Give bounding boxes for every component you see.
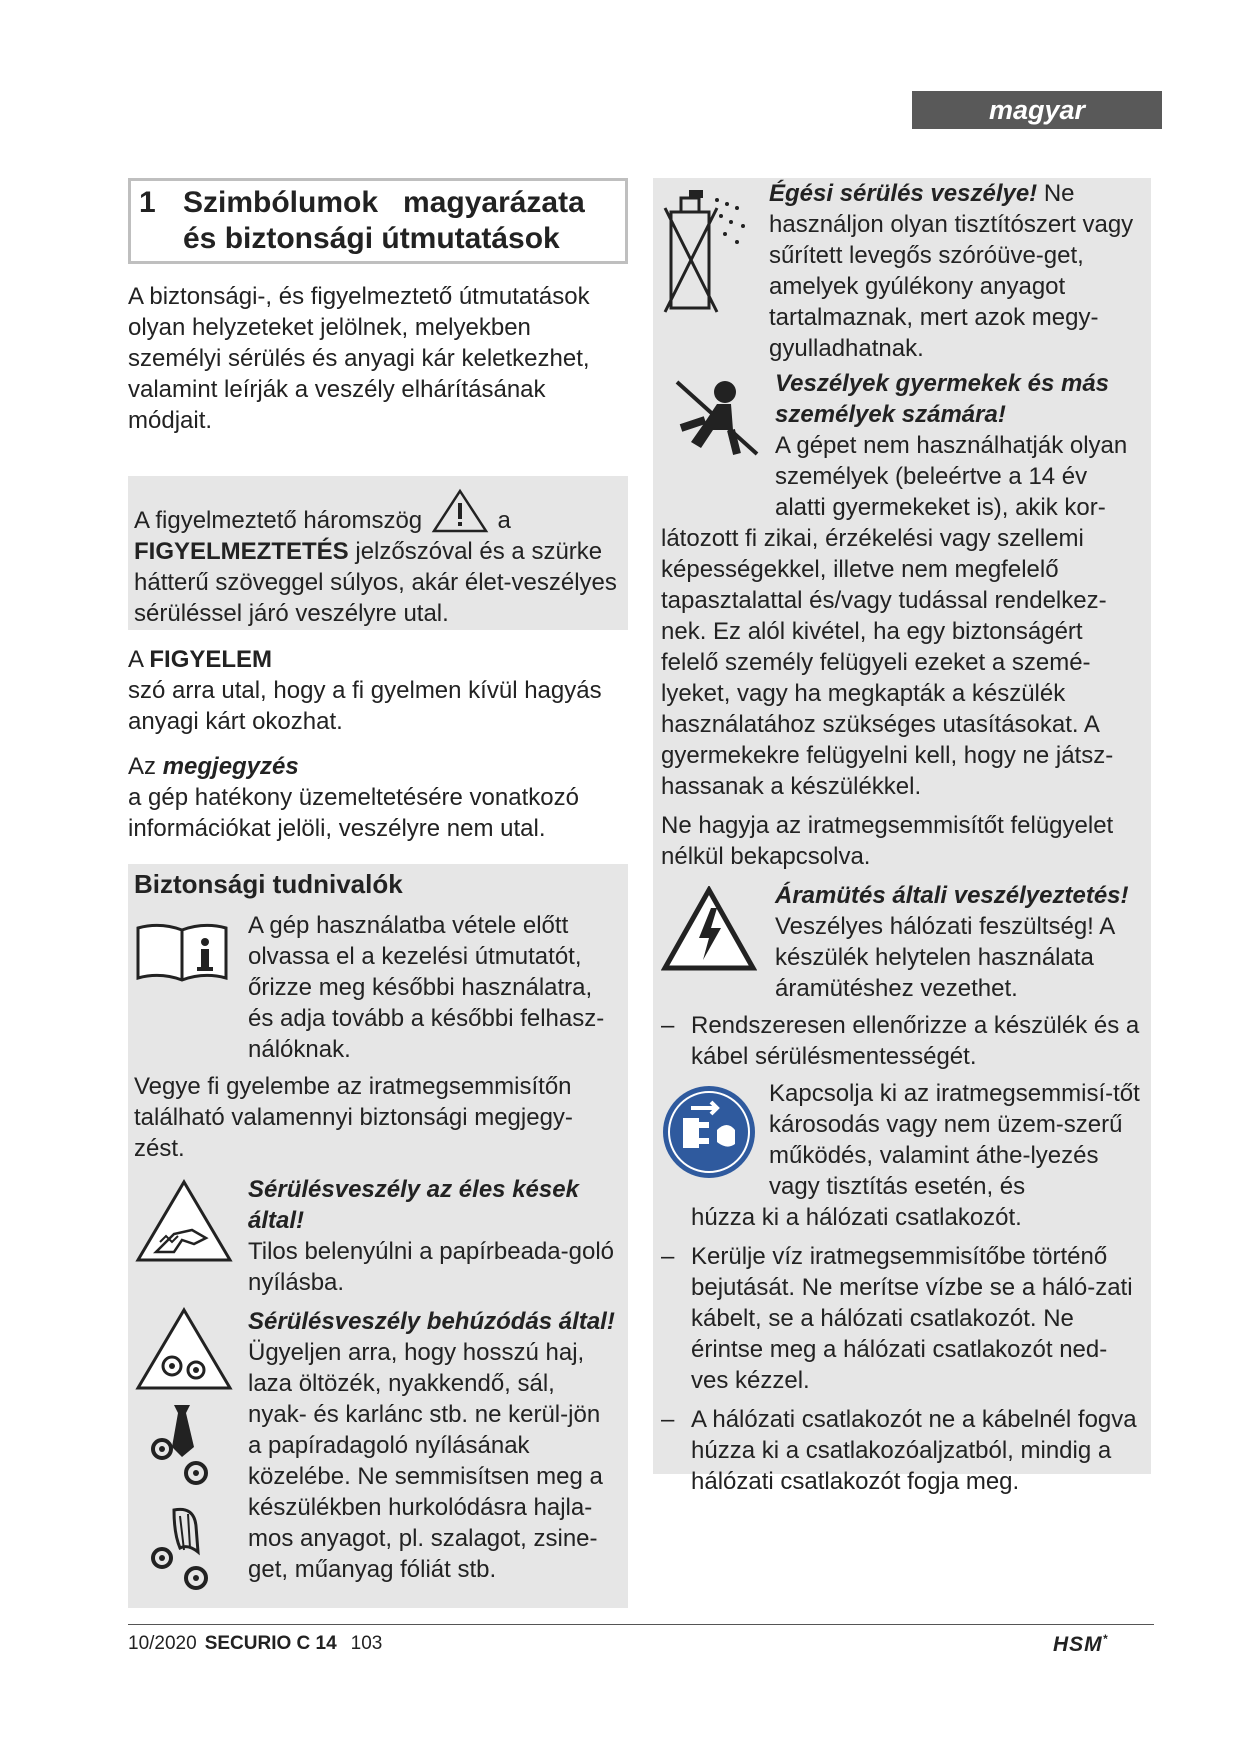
electric-shock-icon <box>661 886 757 972</box>
blade-hazard-text: Tilos belenyúlni a papírbeada-goló nyílásba. <box>248 1238 615 1296</box>
right-column <box>653 178 1151 1495</box>
attention-paragraph <box>128 644 628 737</box>
left-column <box>128 178 628 1608</box>
unplug-text: Kapcsolja ki az iratmegsemmisí-tőt károsodás vagy nem üzem-szerű működés, valamint áthe-lyezés vagy tisztítás esetén, és <box>769 1080 1140 1200</box>
section-title <box>128 178 628 264</box>
tie-entanglement-icon <box>144 1401 224 1491</box>
blade-hazard-icon <box>134 1178 234 1264</box>
unplug-mandatory-icon <box>661 1084 757 1180</box>
page-number: 103 <box>350 1633 383 1654</box>
children-hazard-text-long: látozott fi zikai, érzékelési vagy szellemi képességekkel, illetve nem megfelelő tapasztalattal és/vagy tudással rendelkez-nek. Ez alól kivétel, ha egy biztonságért felelő személy felügyeli ezeket a szemé-lyeket, vagy ha megkapták a készülék használatához szükséges utasításokat. A gyermekekre felügyelni kell, hogy ne játsz-hassanak a készülékkel. <box>661 525 1114 800</box>
hair-entanglement-icon <box>144 1504 224 1594</box>
footer-date: 10/2020 <box>128 1633 197 1654</box>
shock-hazard-title: Áramütés általi veszélyeztetés! <box>775 882 1129 909</box>
water-item: – Kerülje víz iratmegsemmisítőbe történő bejutását. Ne merítse vízbe se a háló-zati kábelt, se a hálózati csatlakozót. Ne érintse meg a hálózati csatlakozót ned-ves kézzel. <box>661 1241 1143 1396</box>
attention-keyword: FIGYELEM <box>149 646 273 673</box>
water-text: Kerülje víz iratmegsemmisítőbe történő bejutását. Ne merítse vízbe se a háló-zati kábelt, se a hálózati csatlakozót. Ne érintse meg a hálózati csatlakozót ned-ves kézzel. <box>691 1243 1133 1394</box>
read-manual-icon <box>134 922 230 984</box>
attention-text: szó arra utal, hogy a fi gyelmen kívül hagyás anyagi kárt okozhat. <box>128 677 602 735</box>
children-hazard-title: Veszélyek gyermekek és más személyek számára! <box>775 370 1110 428</box>
entanglement-text: Ügyeljen arra, hogy hosszú haj, laza öltözék, nyakkendő, sál, nyak- és karlánc stb. ne kerül-jön a papíradagoló nyílásának közelébe. Ne semmisítsen meg a készülékben hurkolódásra hajla-mos anyagot, pl. szalagot, zsine-get, műanyag fóliát stb. <box>248 1339 603 1583</box>
entanglement-title: Sérülésveszély behúzódás által! <box>248 1308 615 1335</box>
warning-pre-text: A figyelmeztető háromszög <box>134 507 423 534</box>
note-pre: Az <box>128 753 163 780</box>
check-cable-text: Rendszeresen ellenőrizze a készülék és a kábel sérülésmentességét. <box>691 1012 1140 1070</box>
manual-text: A gép használatba vétele előtt olvassa el a kezelési útmutatót, őrizze meg későbbi használatra, és adja tovább a későbbi felhasz-nálóknak. <box>248 912 605 1063</box>
section-number: 1 <box>139 186 156 219</box>
unplug-text-end: húzza ki a hálózati csatlakozót. <box>691 1204 1022 1231</box>
no-children-icon <box>661 374 765 464</box>
note-text: a gép hatékony üzemeltetésére vonatkozó információkat jelöli, veszélyre nem utal. <box>128 784 579 842</box>
unattended-text: Ne hagyja az iratmegsemmisítőt felügyelet nélkül bekapcsolva. <box>661 812 1114 870</box>
plug-text: A hálózati csatlakozót ne a kábelnél fogva húzza ki a csatlakozóaljzatból, mindig a hálózati csatlakozót fogja meg. <box>691 1406 1137 1495</box>
intro-paragraph: A biztonsági-, és figyelmeztető útmutatások olyan helyzeteket jelölnek, melyekben személyi sérülés és anyagi kár keletkezhet, valamint leírják a veszély elhárításának módjait. <box>128 283 590 434</box>
section-title-line-2: és biztonsági útmutatások <box>183 222 560 255</box>
footer-divider <box>128 1624 1154 1625</box>
observe-text: Vegye fi gyelembe az iratmegsemmisítőn található valamennyi biztonsági megjegy-zést. <box>134 1073 573 1162</box>
attention-pre: A <box>128 646 150 673</box>
note-keyword: megjegyzés <box>162 753 299 780</box>
entanglement-hazard-icon <box>134 1306 234 1392</box>
warning-post-text: a <box>497 507 511 534</box>
warning-explanation-box <box>128 476 628 630</box>
check-cable-item: – Rendszeresen ellenőrizze a készülék és a kábel sérülésmentességét. <box>661 1010 1143 1072</box>
burn-hazard-text: Ne használjon olyan tisztítószert vagy sűrített levegős szóróüve-get, amelyek gyúlékony anyagot tartalmaznak, mert azok megy-gyulladhatnak. <box>769 180 1134 362</box>
plug-item: – A hálózati csatlakozót ne a kábelnél fogva húzza ki a csatlakozóaljzatból, mindig a hálózati csatlakozót fogja meg. <box>661 1404 1143 1497</box>
no-flammable-spray-icon <box>661 186 761 316</box>
section-title-line-1: Szimbólumok magyarázata <box>183 186 585 219</box>
footer <box>128 1633 382 1655</box>
safety-box <box>128 864 628 1608</box>
warning-triangle-icon <box>431 488 489 534</box>
warning-keyword: FIGYELMEZTETÉS <box>134 538 349 565</box>
burn-hazard-title: Égési sérülés veszélye! <box>769 180 1038 207</box>
safety-heading: Biztonsági tudnivalók <box>134 869 403 899</box>
language-label: magyar <box>912 91 1162 129</box>
shock-hazard-text: Veszélyes hálózati feszültség! A készülék helytelen használata áramütéshez vezethet. <box>775 913 1114 1002</box>
brand-logo: HSM* <box>1053 1632 1109 1656</box>
children-hazard-text-short: A gépet nem használhatják olyan személyek (beleértve a 14 év alatti gyermekeket is), akik kor- <box>775 432 1128 521</box>
blade-hazard-title: Sérülésveszély az éles kések által! <box>248 1176 579 1234</box>
note-paragraph <box>128 751 628 844</box>
footer-model: SECURIO C 14 <box>204 1633 337 1654</box>
warning-rest-text: jelzőszóval és a szürke hátterű szöveggel súlyos, akár élet-veszélyes sérüléssel járó veszélyre utal. <box>134 538 617 627</box>
